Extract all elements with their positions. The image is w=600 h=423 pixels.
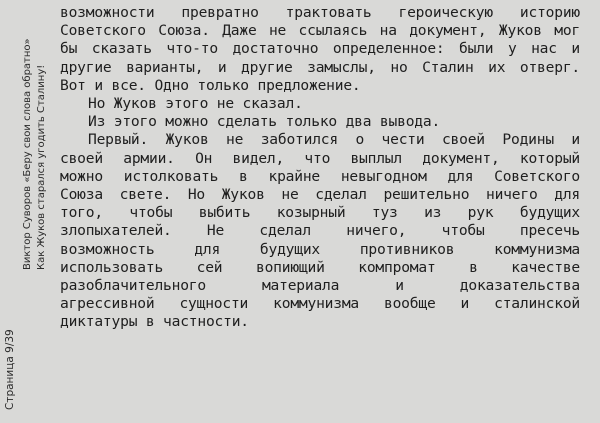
text-line: диктатуры в частности. bbox=[60, 313, 249, 331]
text-line: Первый. Жуков не заботился о чести своей Родины и bbox=[88, 131, 580, 149]
text-line: разоблачительного материала и доказательства bbox=[60, 277, 580, 295]
text-line: можно истолковать в крайне невыгодном для Советского bbox=[60, 167, 580, 185]
page-number: Страница 9/39 bbox=[4, 329, 16, 410]
text-line: использовать сей вопиющий компромат в качестве bbox=[60, 258, 580, 276]
text-line: Из этого можно сделать только два вывода. bbox=[88, 113, 441, 131]
body-text bbox=[60, 4, 580, 332]
text-line: Вот и все. Одно только предложение. bbox=[60, 76, 361, 94]
page-sidebar bbox=[0, 0, 60, 423]
text-line: Но Жуков этого не сказал. bbox=[88, 95, 303, 113]
text-line: агрессивной сущности коммунизма вообще и сталинской bbox=[60, 295, 580, 313]
text-line: Советского Союза. Даже не ссылаясь на документ, Жуков мог bbox=[60, 22, 580, 40]
chapter-title: Как Жуков старался угодить Сталину! bbox=[36, 64, 47, 270]
text-line: злопыхателей. Не сделал ничего, чтобы пресечь bbox=[60, 222, 580, 240]
book-author-title: Виктор Суворов «Беру свои слова обратно» bbox=[22, 38, 33, 270]
text-line: возможности превратно трактовать героическую историю bbox=[60, 4, 580, 21]
text-line: того, чтобы выбить козырный туз из рук будущих bbox=[60, 204, 580, 222]
text-line: другие варианты, и другие замыслы, но Сталин их отверг. bbox=[60, 58, 580, 76]
text-line: бы сказать что-то достаточно определенное: были у нас и bbox=[60, 40, 580, 58]
text-line: Союза свете. Но Жуков не сделал решительно ничего для bbox=[60, 186, 580, 204]
text-line: возможность для будущих противников коммунизма bbox=[60, 240, 580, 258]
text-line: своей армии. Он видел, что выплыл документ, который bbox=[60, 149, 580, 167]
